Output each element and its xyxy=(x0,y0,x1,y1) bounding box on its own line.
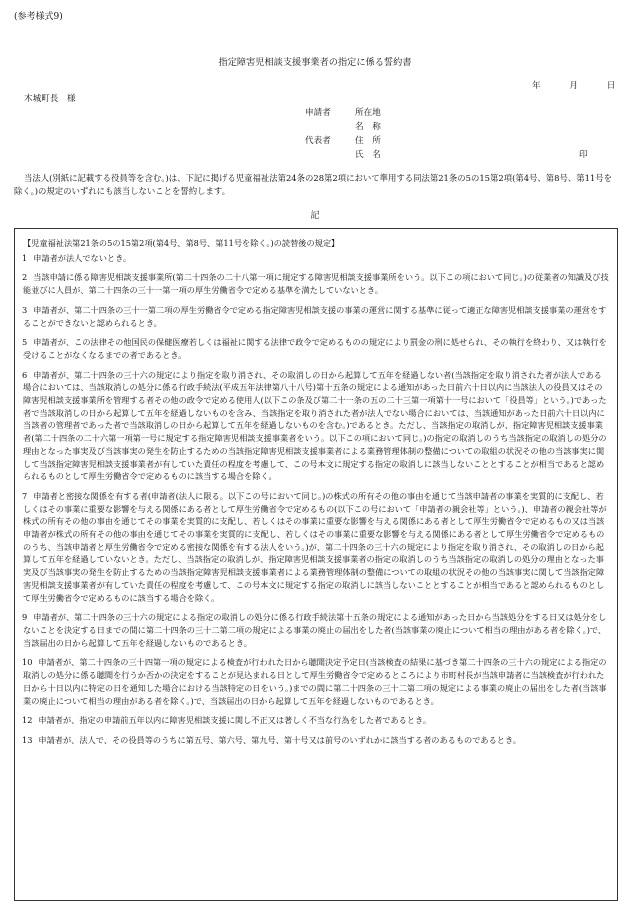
date-month-label: 月 xyxy=(569,81,578,91)
provision-number: 10 xyxy=(22,657,33,668)
provisions-heading: 【児童福祉法第21条の5の15第2項(第4号、第8号、第11号を除く。)の読替後の規定】 xyxy=(23,238,340,248)
provision-text: 申請者が、法人で、その役員等のうちに第五号、第六号、第九号、第十号又は前号のいずれかに該当する者のあるものであるとき。 xyxy=(38,734,521,745)
applicant-label: 申請者 xyxy=(305,108,331,118)
provision-text: 申請者が、指定の申請前五年以内に障害児相談支援に関し不正又は著しく不当な行為をした者であるとき。 xyxy=(38,715,432,726)
provision-text: 申請者が、この法律その他国民の保健医療若しくは福祉に関する法律で政令で定めるものの規定により罰金の刑に処せられ、その執行を終わり、又は執行を受けることがなくなるまでの者であるとき。 xyxy=(23,337,607,360)
provision-number: 5 xyxy=(22,337,28,348)
provision-number: 3 xyxy=(22,304,28,315)
provision-text: 当該申請に係る障害児相談支援事業所(第二十四条の二十八第一項に規定する障害児相談支援事業所をいう。以下この項において同じ。)の従業者の知識及び技能並びに人員が、第二十四条の三十一第一項の厚生労働省令で定める基準を満たしていないとき。 xyxy=(23,272,609,296)
provision-text: 申請者が、第二十四条の三十六の規定により指定を取り消され、その取消しの日から起算して五年を経過しない者(当該指定を取り消された者が法人である場合においては、当該取消しの処分に係る行政手続法(平成五年法律第八十八号)第十五条の規定による通知があった日前六十日以内に当該法人の役員又はその障害児相談支援事業所を管理する者その他の政令で定める使用人(以下この条及び第二十一条の五の二十三第一項第十一号において「役員等」という。)であった者で当該取消しの日から起算して五年を経過しないものを含み、当該指定を取り消された者が法人でない場合においては、当該通知があった日前六十日以内に当該者の管理者であった者で当該取消しの日から起算して五年を経過しないものを含む。)であるとき。ただし、当該指定の取消しが、指定障害児相談支援事業者(第二十四条の二十六第一項第一号に規定する指定障害児相談支援事業者をいう。以下この項において同じ。)の指定の取消しのうち当該指定の取消しの処分の理由となった事実及び当該事実の発生を防止するための当該指定障害児相談支援事業者による業務管理体制の整備についての取組の状況その他の当該事実に関して当該指定障害児相談支援事業者が有していた責任の程度を考慮して、この号本文に規定する指定の取消しに該当しないこととすることが相当であると認められるものとして厚生労働省令で定めるものに該当する場合を除く。 xyxy=(23,369,607,482)
provision-text: 申請者が法人でないとき。 xyxy=(33,252,132,263)
provision-number: 1 xyxy=(22,252,28,263)
provision-item xyxy=(23,734,609,747)
provision-number: 2 xyxy=(22,272,28,283)
provision-item xyxy=(23,369,609,483)
provision-number: 13 xyxy=(22,734,33,745)
provisions-box xyxy=(14,228,618,901)
provision-number: 9 xyxy=(22,612,28,623)
provision-item xyxy=(23,252,609,265)
provision-item xyxy=(23,304,609,329)
seal-label: 印 xyxy=(579,150,588,160)
date-line xyxy=(532,80,615,93)
reference-form-label: (参考様式9) xyxy=(14,12,63,22)
provision-number: 12 xyxy=(22,715,33,726)
rep-address-label: 住 所 xyxy=(355,136,381,146)
provision-item xyxy=(23,714,609,727)
provisions-list xyxy=(23,252,609,747)
provision-text: 申請者が、第二十四条の三十一第二項の厚生労働省令で定める指定障害児相談支援の事業の運営に関する基準に従って適正な障害児相談支援事業の運営をすることができないと認められるとき。 xyxy=(23,304,607,328)
provision-item xyxy=(23,271,609,296)
date-year-label: 年 xyxy=(532,81,541,91)
provision-item xyxy=(23,611,609,649)
date-day-label: 日 xyxy=(606,81,616,91)
name-label: 名 称 xyxy=(355,122,381,132)
provision-text: 申請者が、第二十四条の三十六の規定による指定の取消しの処分に係る行政手続法第十五条の規定による通知があった日から当該処分をする日又は処分をしないことを決定する日までの間に第二十四条の三十二第二項の規定による事業の廃止の届出をした者(当該事業の廃止について相当の理由がある者を除く。)で、当該届出の日から起算して五年を経過しないものであるとき。 xyxy=(23,612,607,648)
intro-paragraph: 当法人(別紙に記載する役員等を含む。)は、下記に掲げる児童福祉法第24条の28第2項において準用する同法第21条の5の15第2項(第4号、第8号、第11号を除く。)の規定のいずれにも該当しないことを誓約します。 xyxy=(14,173,613,197)
address-label: 所在地 xyxy=(355,108,381,118)
page-title: 指定障害児相談支援事業者の指定に係る誓約書 xyxy=(218,57,412,68)
representative-label: 代表者 xyxy=(305,136,331,146)
provision-text: 申請者が、第二十四条の三十四第一項の規定による検査が行われた日から聴聞決定予定日(当該検査の結果に基づき第二十四条の三十六の規定による指定の取消しの処分に係る聴聞を行うか否かの決定をすることが見込まれる日として厚生労働省令で定めるところにより市町村長が当該申請者に当該検査が行われた日から十日以内に特定の日を通知した場合における当該特定の日をいう。)までの間に第二十四条の三十二第二項の規定による事業の廃止の届出をした者(当該事業の廃止について相当の理由がある者を除く。)で、当該届出の日から起算して五年を経過しないものであるとき。 xyxy=(23,657,607,706)
provision-number: 6 xyxy=(22,369,28,380)
provision-item xyxy=(23,656,609,707)
addressee: 木城町長 様 xyxy=(24,94,76,104)
rep-name-label: 氏 名 xyxy=(355,150,381,160)
provision-item xyxy=(23,490,609,604)
provision-item xyxy=(23,336,609,361)
provision-number: 7 xyxy=(22,490,28,501)
provision-text: 申請者と密接な関係を有する者(申請者(法人に限る。以下この号において同じ。)の株式の所有その他の事由を通じて当該申請者の事業を実質的に支配し、若しくはその事業に重要な影響を与える関係にある者として厚生労働省令で定めるもの(以下この号において「申請者の親会社等」という。)、申請者の親会社等が株式の所有その他の事由を通じてその事業を実質的に支配し、若しくはその事業に重要な影響を与える関係にある者として厚生労働省令で定めるもの又は当該申請者が株式の所有その他の事由を通じてその事業を実質的に支配し、若しくはその事業に重要な影響を与える関係にある者として厚生労働省令で定めるもののうち、当該申請者と厚生労働省令で定める密接な関係を有する法人をいう。)が、第二十四条の三十六の規定により指定を取り消され、その取消しの日から起算して五年を経過していないとき。ただし、当該指定の取消しが、指定障害児相談支援事業者の指定の取消しのうち当該指定の取消しの処分の理由となった事実及び当該事実の発生を防止するための当該指定障害児相談支援事業者による業務管理体制の整備についての取組の状況その他の当該事実に関して当該指定障害児相談支援事業者が有していた責任の程度を考慮して、この号本文に規定する指定の取消しに該当しないこととすることが相当であると認められるものとして厚生労働省令で定めるものに該当する場合を除く。 xyxy=(23,490,607,603)
ki-heading: 記 xyxy=(310,211,320,221)
